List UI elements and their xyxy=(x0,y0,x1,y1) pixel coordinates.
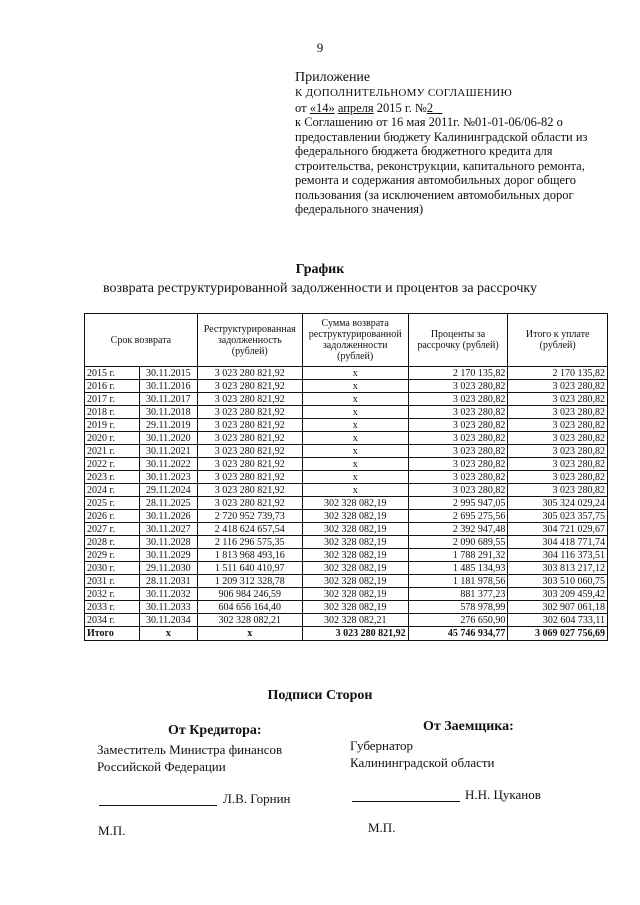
annex-block xyxy=(295,70,595,217)
cell-year: 2033 г. xyxy=(85,601,140,614)
cell-date: 30.11.2017 xyxy=(139,393,197,406)
cell-debt: 1 209 312 328,78 xyxy=(197,575,302,588)
cell-year: 2031 г. xyxy=(85,575,140,588)
cell-debt: 1 511 640 410,97 xyxy=(197,562,302,575)
cell-interest: 3 023 280,82 xyxy=(408,406,508,419)
table-row xyxy=(85,458,608,471)
cell-interest: 276 650,90 xyxy=(408,614,508,627)
header-repayment: Сумма возврата реструктурированной задолженности (рублей) xyxy=(302,314,408,367)
cell-year: 2034 г. xyxy=(85,614,140,627)
cell-interest: 3 023 280,82 xyxy=(408,471,508,484)
cell-repayment: 302 328 082,19 xyxy=(302,523,408,536)
cell-repayment: х xyxy=(302,367,408,380)
cell-year: 2017 г. xyxy=(85,393,140,406)
cell-debt: 3 023 280 821,92 xyxy=(197,497,302,510)
cell-repayment: 302 328 082,19 xyxy=(302,510,408,523)
cell-interest: 1 788 291,32 xyxy=(408,549,508,562)
annex-number-prefix: г. № xyxy=(404,100,427,115)
annex-number: 2 xyxy=(426,100,434,115)
cell-repayment: х xyxy=(302,458,408,471)
creditor-position-line2: Российской Федерации xyxy=(97,759,226,774)
cell-debt: 3 023 280 821,92 xyxy=(197,367,302,380)
header-term: Срок возврата xyxy=(85,314,198,367)
cell-interest: 3 023 280,82 xyxy=(408,432,508,445)
cell-repayment: 302 328 082,19 xyxy=(302,601,408,614)
cell-year: 2032 г. xyxy=(85,588,140,601)
borrower-position-line1: Губернатор xyxy=(350,738,413,753)
borrower-position xyxy=(350,737,495,771)
borrower-signatory-name: Н.Н. Цуканов xyxy=(465,787,541,802)
cell-total: 3 023 280,82 xyxy=(508,484,608,497)
cell-total: 2 170 135,82 xyxy=(508,367,608,380)
cell-total: 304 116 373,51 xyxy=(508,549,608,562)
schedule-title: График xyxy=(295,262,345,277)
cell-repayment: х xyxy=(302,393,408,406)
cell-date: 30.11.2027 xyxy=(139,523,197,536)
cell-year: 2021 г. xyxy=(85,445,140,458)
cell-debt: 1 813 968 493,16 xyxy=(197,549,302,562)
cell-total: 3 023 280,82 xyxy=(508,380,608,393)
cell-year: 2026 г. xyxy=(85,510,140,523)
cell-debt: 3 023 280 821,92 xyxy=(197,380,302,393)
table-row xyxy=(85,575,608,588)
cell-year: 2023 г. xyxy=(85,471,140,484)
cell-total: 303 209 459,42 xyxy=(508,588,608,601)
creditor-signatory-name: Л.В. Горнин xyxy=(223,791,291,806)
schedule-subtitle: возврата реструктурированной задолженности и процентов за рассрочку xyxy=(103,281,537,296)
creditor-signature-line xyxy=(99,805,217,806)
cell-debt: 3 023 280 821,92 xyxy=(197,471,302,484)
totals-interest: 45 746 934,77 xyxy=(408,627,508,641)
table-row xyxy=(85,406,608,419)
cell-interest: 3 023 280,82 xyxy=(408,445,508,458)
cell-repayment: 302 328 082,19 xyxy=(302,536,408,549)
cell-date: 30.11.2015 xyxy=(139,367,197,380)
cell-interest: 881 377,23 xyxy=(408,588,508,601)
totals-debt: х xyxy=(197,627,302,641)
cell-date: 30.11.2028 xyxy=(139,536,197,549)
table-row xyxy=(85,432,608,445)
cell-total: 303 510 060,75 xyxy=(508,575,608,588)
cell-total: 303 813 217,12 xyxy=(508,562,608,575)
cell-repayment: х xyxy=(302,484,408,497)
cell-year: 2030 г. xyxy=(85,562,140,575)
borrower-stamp-label: М.П. xyxy=(368,820,396,835)
cell-date: 29.11.2019 xyxy=(139,419,197,432)
header-total: Итого к уплате (рублей) xyxy=(508,314,608,367)
cell-date: 30.11.2018 xyxy=(139,406,197,419)
header-interest: Проценты за рассрочку (рублей) xyxy=(408,314,508,367)
cell-year: 2015 г. xyxy=(85,367,140,380)
table-row xyxy=(85,393,608,406)
cell-date: 28.11.2025 xyxy=(139,497,197,510)
totals-repayment: 3 023 280 821,92 xyxy=(302,627,408,641)
table-header-row xyxy=(85,314,608,367)
cell-year: 2028 г. xyxy=(85,536,140,549)
cell-date: 30.11.2029 xyxy=(139,549,197,562)
table-row xyxy=(85,614,608,627)
totals-label: Итого xyxy=(85,627,140,641)
cell-total: 3 023 280,82 xyxy=(508,471,608,484)
cell-date: 30.11.2034 xyxy=(139,614,197,627)
table-row xyxy=(85,367,608,380)
cell-date: 30.11.2022 xyxy=(139,458,197,471)
cell-debt: 2 418 624 657,54 xyxy=(197,523,302,536)
cell-repayment: х xyxy=(302,445,408,458)
cell-repayment: 302 328 082,21 xyxy=(302,614,408,627)
table-row xyxy=(85,471,608,484)
cell-date: 29.11.2030 xyxy=(139,562,197,575)
cell-total: 3 023 280,82 xyxy=(508,406,608,419)
borrower-signature-line xyxy=(352,801,460,802)
annex-day: «14» xyxy=(309,100,335,115)
cell-interest: 2 695 275,56 xyxy=(408,510,508,523)
cell-repayment: 302 328 082,19 xyxy=(302,497,408,510)
table-row xyxy=(85,484,608,497)
cell-repayment: 302 328 082,19 xyxy=(302,588,408,601)
cell-interest: 3 023 280,82 xyxy=(408,458,508,471)
cell-date: 30.11.2016 xyxy=(139,380,197,393)
creditor-stamp-label: М.П. xyxy=(98,823,126,838)
creditor-position xyxy=(97,741,282,775)
cell-year: 2022 г. xyxy=(85,458,140,471)
cell-date: 30.11.2023 xyxy=(139,471,197,484)
table-row xyxy=(85,380,608,393)
creditor-heading: От Кредитора: xyxy=(168,723,262,738)
table-row xyxy=(85,536,608,549)
cell-year: 2029 г. xyxy=(85,549,140,562)
cell-total: 3 023 280,82 xyxy=(508,458,608,471)
repayment-schedule-table xyxy=(84,313,608,641)
cell-date: 30.11.2020 xyxy=(139,432,197,445)
cell-year: 2019 г. xyxy=(85,419,140,432)
table-row xyxy=(85,562,608,575)
cell-repayment: х xyxy=(302,471,408,484)
annex-from: от xyxy=(295,100,307,115)
cell-total: 305 324 029,24 xyxy=(508,497,608,510)
cell-repayment: х xyxy=(302,432,408,445)
table-row xyxy=(85,419,608,432)
cell-interest: 3 023 280,82 xyxy=(408,484,508,497)
table-body xyxy=(85,367,608,627)
cell-repayment: 302 328 082,19 xyxy=(302,575,408,588)
cell-year: 2020 г. xyxy=(85,432,140,445)
borrower-position-line2: Калининградской области xyxy=(350,755,495,770)
table-row xyxy=(85,588,608,601)
cell-year: 2016 г. xyxy=(85,380,140,393)
cell-repayment: 302 328 082,19 xyxy=(302,562,408,575)
cell-debt: 2 720 952 739,73 xyxy=(197,510,302,523)
borrower-heading: От Заемщика: xyxy=(423,719,514,734)
cell-repayment: х xyxy=(302,406,408,419)
totals-row xyxy=(85,627,608,641)
cell-repayment: 302 328 082,19 xyxy=(302,549,408,562)
cell-debt: 906 984 246,59 xyxy=(197,588,302,601)
cell-interest: 3 023 280,82 xyxy=(408,380,508,393)
cell-debt: 604 656 164,40 xyxy=(197,601,302,614)
cell-interest: 2 995 947,05 xyxy=(408,497,508,510)
cell-year: 2025 г. xyxy=(85,497,140,510)
table-row xyxy=(85,549,608,562)
cell-interest: 2 170 135,82 xyxy=(408,367,508,380)
cell-interest: 1 181 978,56 xyxy=(408,575,508,588)
cell-debt: 3 023 280 821,92 xyxy=(197,406,302,419)
cell-debt: 3 023 280 821,92 xyxy=(197,484,302,497)
cell-date: 30.11.2026 xyxy=(139,510,197,523)
cell-year: 2018 г. xyxy=(85,406,140,419)
cell-total: 3 023 280,82 xyxy=(508,432,608,445)
cell-repayment: х xyxy=(302,419,408,432)
cell-date: 30.11.2032 xyxy=(139,588,197,601)
cell-date: 30.11.2021 xyxy=(139,445,197,458)
cell-total: 3 023 280,82 xyxy=(508,419,608,432)
cell-date: 30.11.2033 xyxy=(139,601,197,614)
annex-title: Приложение xyxy=(295,70,371,85)
annex-year: 2015 xyxy=(376,100,402,115)
cell-date: 28.11.2031 xyxy=(139,575,197,588)
cell-interest: 578 978,99 xyxy=(408,601,508,614)
annex-month: апреля xyxy=(337,100,374,115)
totals-date: х xyxy=(139,627,197,641)
annex-date-line xyxy=(295,101,595,116)
cell-total: 305 023 357,75 xyxy=(508,510,608,523)
cell-interest: 3 023 280,82 xyxy=(408,393,508,406)
page-number: 9 xyxy=(316,40,324,55)
cell-repayment: х xyxy=(302,380,408,393)
cell-total: 3 023 280,82 xyxy=(508,445,608,458)
annex-agreement-label: К ДОПОЛНИТЕЛЬНОМУ СОГЛАШЕНИЮ xyxy=(295,87,513,99)
cell-total: 302 907 061,18 xyxy=(508,601,608,614)
cell-total: 3 023 280,82 xyxy=(508,393,608,406)
cell-debt: 3 023 280 821,92 xyxy=(197,393,302,406)
cell-debt: 3 023 280 821,92 xyxy=(197,445,302,458)
cell-interest: 1 485 134,93 xyxy=(408,562,508,575)
cell-debt: 302 328 082,21 xyxy=(197,614,302,627)
table-row xyxy=(85,510,608,523)
signatures-title: Подписи Сторон xyxy=(267,688,373,703)
cell-total: 304 418 771,74 xyxy=(508,536,608,549)
table-row xyxy=(85,497,608,510)
totals-total: 3 069 027 756,69 xyxy=(508,627,608,641)
header-debt: Реструктурированная задолженность (рублей) xyxy=(197,314,302,367)
cell-total: 302 604 733,11 xyxy=(508,614,608,627)
creditor-position-line1: Заместитель Министра финансов xyxy=(97,742,283,757)
table-row xyxy=(85,523,608,536)
cell-year: 2024 г. xyxy=(85,484,140,497)
cell-interest: 3 023 280,82 xyxy=(408,419,508,432)
cell-debt: 3 023 280 821,92 xyxy=(197,458,302,471)
table-row xyxy=(85,445,608,458)
cell-date: 29.11.2024 xyxy=(139,484,197,497)
cell-debt: 3 023 280 821,92 xyxy=(197,419,302,432)
cell-debt: 3 023 280 821,92 xyxy=(197,432,302,445)
cell-year: 2027 г. xyxy=(85,523,140,536)
cell-debt: 2 116 296 575,35 xyxy=(197,536,302,549)
cell-interest: 2 392 947,48 xyxy=(408,523,508,536)
cell-interest: 2 090 689,55 xyxy=(408,536,508,549)
cell-total: 304 721 029,67 xyxy=(508,523,608,536)
table-row xyxy=(85,601,608,614)
annex-basis: к Соглашению от 16 мая 2011г. №01-01-06/06-82 о предоставлении бюджету Калининградской области из федерального бюджета бюджетного кредита для строительства, реконструкции, капитального ремонта, ремонта и содержания автомобильных дорог общего пользования (за исключением автомобильных дорог федерального значения) xyxy=(295,115,588,216)
